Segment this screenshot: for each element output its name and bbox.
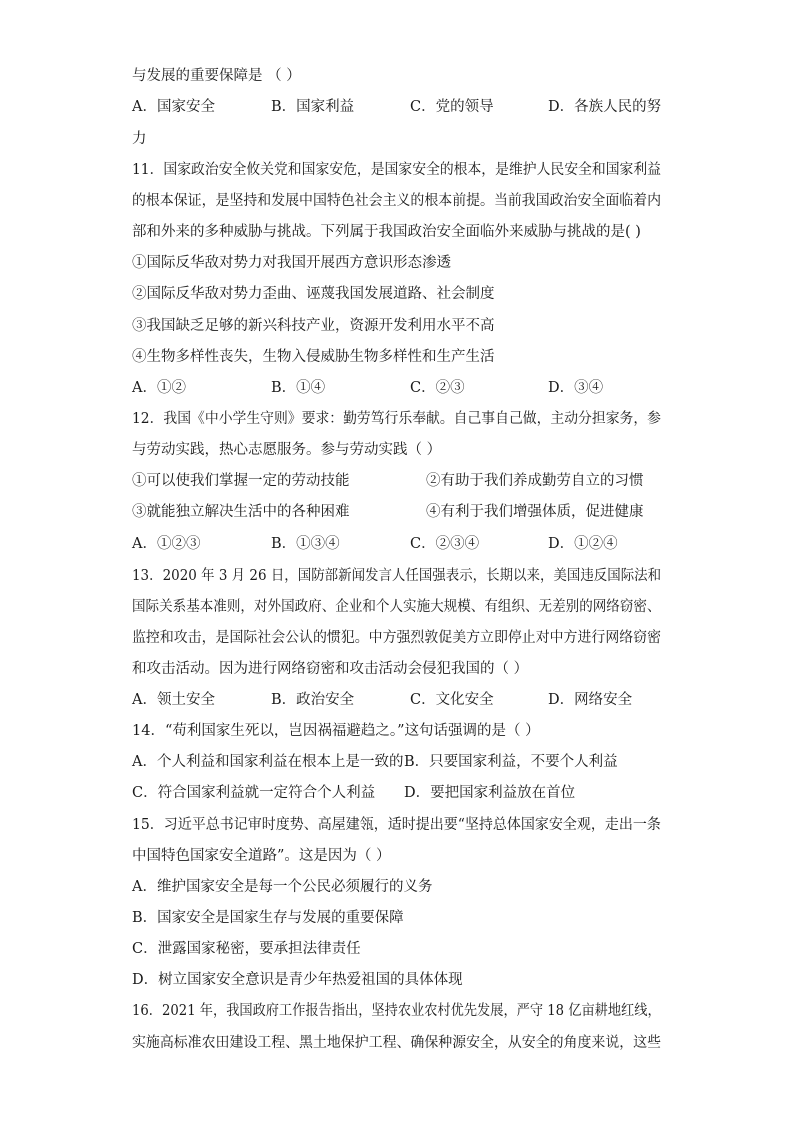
intro-option-a: A．国家安全 [132, 99, 215, 115]
q12-option-d: D．①②④ [548, 536, 618, 552]
q12-option-b: B．①③④ [271, 536, 340, 552]
q11-stem-line: 的根本保证，是坚持和发展中国特色社会主义的根本前提。当前我国政治安全面临着内 [132, 193, 662, 209]
q11-statement: ①国际反华敌对势力对我国开展西方意识形态渗透 [132, 255, 451, 271]
q15-stem-line: 中国特色国家安全道路”。这是因为（ ） [132, 848, 391, 864]
q15-option-c: C．泄露国家秘密，要承担法律责任 [132, 941, 361, 957]
q16-stem-line: 实施高标准农田建设工程、黑土地保护工程、确保种源安全，从安全的角度来说，这些 [132, 1035, 662, 1051]
q11-option-a: A．①② [132, 380, 186, 396]
q15-stem-line: 15．习近平总书记审时度势、高屋建瓴，适时提出要“坚持总体国家安全观，走出一条 [132, 817, 661, 833]
q14-option-d: D．要把国家利益放在首位 [404, 785, 576, 801]
q11-statement: ④生物多样性丧失，生物入侵威胁生物多样性和生产生活 [132, 349, 495, 365]
q11-statement: ②国际反华敌对势力歪曲、诬蔑我国发展道路、社会制度 [132, 286, 495, 302]
intro-option-d: D．各族人民的努 [548, 99, 662, 115]
q13-option-d: D．网络安全 [548, 692, 633, 708]
q12-option-a: A．①②③ [132, 536, 201, 552]
q11-stem-line: 部和外来的多种威胁与挑战。下列属于我国政治安全面临外来威胁与挑战的是( ) [132, 224, 641, 240]
q11-option-c: C．②③ [410, 380, 465, 396]
q12-statement: ②有助于我们养成勤劳自立的习惯 [426, 473, 644, 489]
q14-stem-line: 14．“苟利国家生死以，岂因祸福避趋之。”这句话强调的是（ ） [132, 723, 540, 739]
intro-line: 与发展的重要保障是 （ ） [132, 68, 301, 84]
q12-stem-line: 与劳动实践，热心志愿服务。参与劳动实践（ ） [132, 442, 442, 458]
q13-stem-line: 国际关系基本准则，对外国政府、企业和个人实施大规模、有组织、无差别的网络窃密、 [132, 599, 661, 615]
q11-option-d: D．③④ [548, 380, 604, 396]
q14-option-b: B．只要国家利益，不要个人利益 [404, 754, 618, 770]
q13-stem-line: 13．2020 年 3 月 26 日，国防部新闻发言人任国强表示，长期以来，美国违反国际法和 [132, 568, 662, 584]
q12-statement: ③就能独立解决生活中的各种困难 [132, 504, 350, 520]
q13-option-c: C．文化安全 [410, 692, 494, 708]
q12-statement: ①可以使我们掌握一定的劳动技能 [132, 473, 350, 489]
q15-option-b: B．国家安全是国家生存与发展的重要保障 [132, 910, 404, 926]
q11-option-b: B．①④ [271, 380, 326, 396]
q16-stem-line: 16．2021 年，我国政府工作报告指出，坚持农业农村优先发展，严守 18 亿亩耕地红线， [132, 1003, 661, 1019]
intro-option-c: C．党的领导 [410, 99, 494, 115]
q14-option-a: A．个人利益和国家利益在根本上是一致的 [132, 754, 404, 770]
intro-wrap: 力 [132, 131, 147, 147]
q12-statement: ④有利于我们增强体质，促进健康 [426, 504, 644, 520]
q14-option-c: C．符合国家利益就一定符合个人利益 [132, 785, 376, 801]
q12-option-c: C．②③④ [410, 536, 480, 552]
intro-option-b: B．国家利益 [271, 99, 355, 115]
q13-option-b: B．政治安全 [271, 692, 355, 708]
q11-stem-line: 11．国家政治安全攸关党和国家安危，是国家安全的根本，是维护人民安全和国家利益 [132, 162, 661, 178]
q15-option-d: D．树立国家安全意识是青少年热爱祖国的具体体现 [132, 972, 463, 988]
q15-option-a: A．维护国家安全是每一个公民必须履行的义务 [132, 879, 433, 895]
q11-statement: ③我国缺乏足够的新兴科技产业，资源开发利用水平不高 [132, 318, 495, 334]
q12-stem-line: 12．我国《中小学生守则》要求：勤劳笃行乐奉献。自己事自己做，主动分担家务，参 [132, 411, 661, 427]
q13-stem-line: 和攻击活动。因为进行网络窃密和攻击活动会侵犯我国的（ ） [132, 661, 529, 677]
q13-stem-line: 监控和攻击，是国际社会公认的惯犯。中方强烈敦促美方立即停止对中方进行网络窃密 [132, 630, 662, 646]
q13-option-a: A．领土安全 [132, 692, 215, 708]
